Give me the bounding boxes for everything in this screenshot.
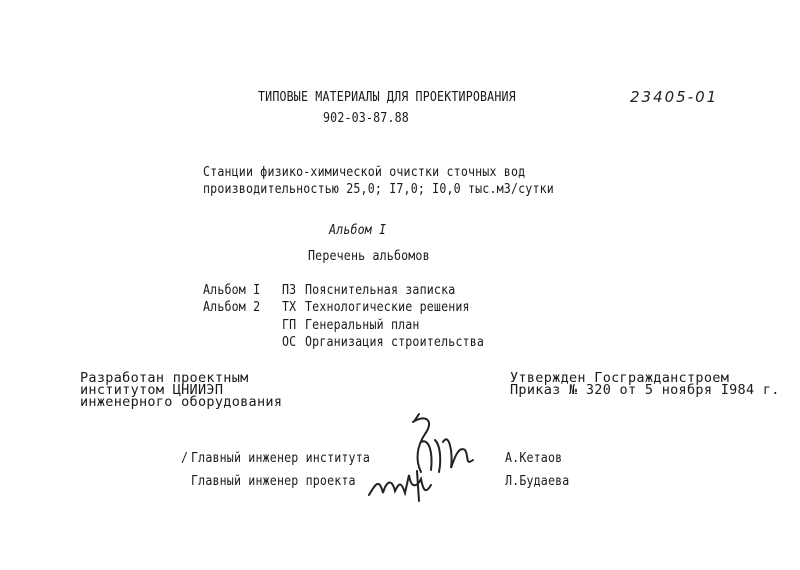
album-row-name: Генеральный план <box>305 317 420 333</box>
developer-line2: институтом ЦНИИЭП <box>80 382 224 398</box>
signature-role: Главный инженер проекта <box>191 473 356 489</box>
albums-list-heading: Перечень альбомов <box>308 248 430 264</box>
album-row-code: ГП <box>282 317 297 333</box>
album-row-album: Альбом I <box>203 282 261 298</box>
album-row-code: ОС <box>282 334 297 350</box>
album-row-code: ПЗ <box>282 282 297 298</box>
album-row-album: Альбом 2 <box>203 299 261 315</box>
album-row-name: Пояснительная записка <box>305 282 456 298</box>
handwritten-signature-project-engineer <box>365 465 445 505</box>
album-label: Альбом I <box>329 222 387 238</box>
signature-role: Главный инженер института <box>191 450 371 466</box>
signature-mark: / <box>181 450 189 466</box>
project-title-line2: производительностью 25,0; I7,0; I0,0 тыс.м3/сутки <box>203 181 554 197</box>
developer-line3: инженерного оборудования <box>80 394 283 410</box>
signature-name: А.Кетаов <box>505 450 563 466</box>
project-title-line1: Станции физико-химической очистки сточных вод <box>203 164 526 180</box>
approval-line1: Утвержден Госгражданстроем <box>510 370 730 386</box>
approval-line2: Приказ № 320 от 5 ноября I984 г. <box>510 382 780 398</box>
series-title: ТИПОВЫЕ МАТЕРИАЛЫ ДЛЯ ПРОЕКТИРОВАНИЯ <box>258 89 516 105</box>
signature-name: Л.Будаева <box>505 473 570 489</box>
album-row-name: Технологические решения <box>305 299 470 315</box>
developer-line1: Разработан проектным <box>80 370 249 386</box>
inventory-number: 23405-01 <box>630 88 719 106</box>
series-number: 902-03-87.88 <box>323 110 409 126</box>
album-row-code: ТХ <box>282 299 297 315</box>
album-row-name: Организация строительства <box>305 334 485 350</box>
